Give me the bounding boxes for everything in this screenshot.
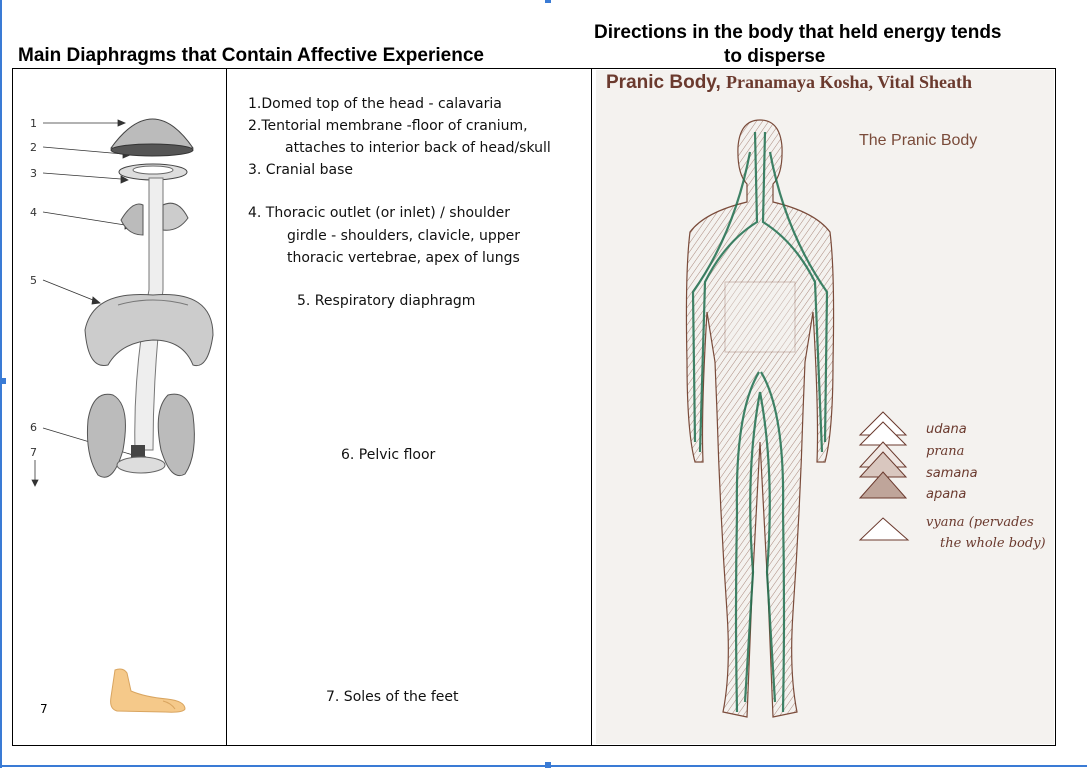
figure-number-5: 5 [30, 274, 37, 287]
desc-thoracic-cont1: girdle - shoulders, clavicle, upper [287, 228, 521, 244]
right-header-line1: Directions in the body that held energy tends [594, 22, 1002, 43]
desc-respiratory: 5. Respiratory diaphragm [297, 293, 476, 309]
table-divider-1 [226, 68, 227, 746]
selection-frame-left [0, 0, 2, 768]
desc-thoracic: 4. Thoracic outlet (or inlet) / shoulder [248, 205, 511, 221]
desc-soles: 7. Soles of the feet [326, 689, 459, 705]
desc-pelvic: 6. Pelvic floor [341, 447, 436, 463]
figure-number-7: 7 [30, 446, 37, 459]
figure-number-4: 4 [30, 206, 37, 219]
foot-icon [105, 665, 190, 715]
selection-frame-bottom [0, 765, 1087, 767]
pranic-title-main: Pranic Body, [606, 72, 727, 93]
figure-number-3: 3 [30, 167, 37, 180]
resize-handle-left[interactable] [0, 378, 6, 384]
foot-number: 7 [40, 702, 48, 716]
legend-udana: udana [926, 422, 967, 437]
figure-number-2: 2 [30, 141, 37, 154]
legend-vyana-cont: the whole body) [940, 536, 1046, 551]
desc-cranial-base: 3. Cranial base [248, 162, 353, 178]
legend-triangles [858, 410, 918, 545]
pranic-body-figure [665, 112, 855, 737]
desc-tentorial-cont: attaches to interior back of head/skull [285, 140, 551, 156]
pranic-caption: The Pranic Body [859, 132, 978, 149]
table-right-border [1055, 68, 1056, 746]
desc-thoracic-cont2: thoracic vertebrae, apex of lungs [287, 250, 520, 266]
desc-tentorial: 2.Tentorial membrane -floor of cranium, [248, 118, 528, 134]
desc-calavaria: 1.Domed top of the head - calavaria [248, 96, 502, 112]
table-top-border [12, 68, 1056, 69]
legend-samana: samana [926, 466, 978, 481]
right-header-line2: to disperse [724, 46, 826, 67]
table-divider-2 [591, 68, 592, 746]
table-bottom-border [12, 745, 1056, 746]
legend-apana: apana [926, 487, 967, 502]
figure-number-1: 1 [30, 117, 37, 130]
legend-prana: prana [926, 444, 965, 459]
resize-handle-top[interactable] [545, 0, 551, 3]
legend-vyana: vyana (pervades [926, 515, 1034, 530]
diaphragm-anatomy-illustration [13, 70, 225, 490]
pranic-title [606, 72, 972, 94]
left-header: Main Diaphragms that Contain Affective Experience [18, 45, 484, 66]
pranic-title-sub: Pranamaya Kosha, Vital Sheath [726, 72, 973, 92]
figure-number-6: 6 [30, 421, 37, 434]
resize-handle-bottom[interactable] [545, 762, 551, 768]
